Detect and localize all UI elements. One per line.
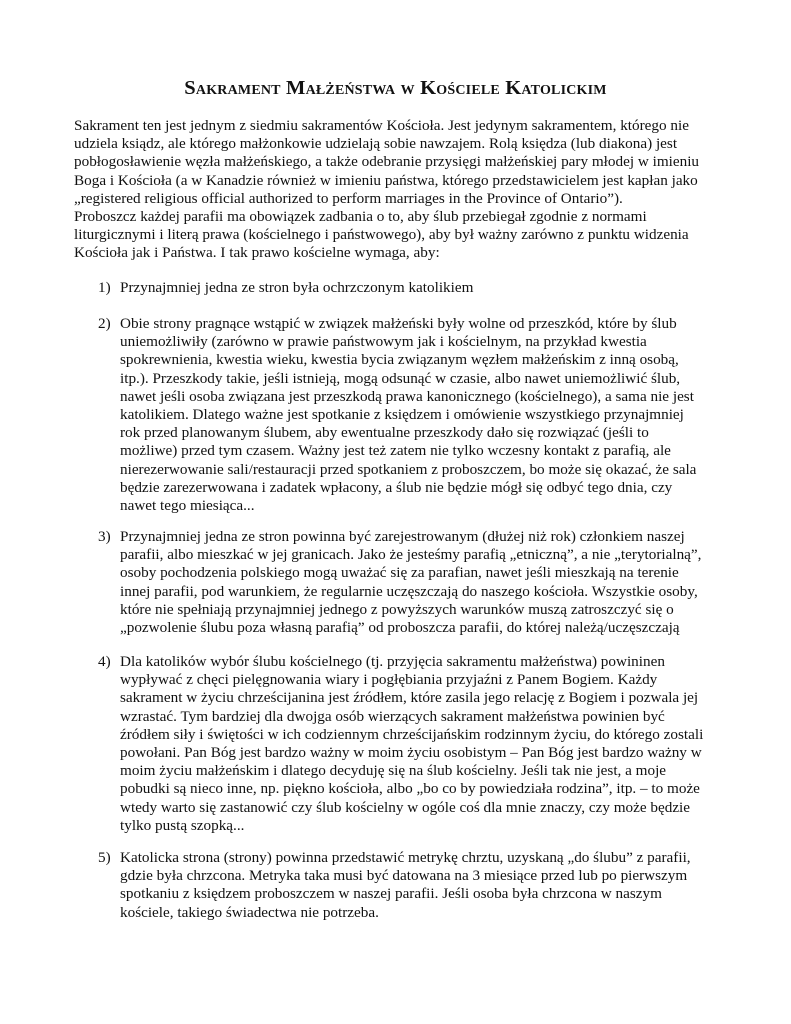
intro-line: liturgicznymi i literą prawa (kościelnego i państwowego), aby był ważny zarówno z punktu widzenia — [74, 226, 689, 244]
list-item-line: Dla katolików wybór ślubu kościelnego (tj. przyjęcia sakramentu małżeństwa) powininen — [120, 653, 665, 670]
list-item-line: nierezerwowanie sali/restauracji przed spotkaniem z proboszczem, bo może się okazać, że sala — [120, 460, 697, 478]
intro-line: „registered religious official authorized to perform marriages in the Province of Ontario”). — [74, 189, 623, 207]
list-item-line: moim życiu małżeńskim i dlatego decyduję się na ślub kościelny. Jeśli tak nie jest, a moje — [120, 762, 667, 780]
list-item-line: rok przed planowanym ślubem, aby ewentualne przeszkody dało się rozwiązać (jeśli to — [120, 424, 649, 442]
list-item-number: 5) — [98, 849, 111, 866]
list-item-line: sakrament w życiu chrześcijanina jest źródłem, które zasila jego relację z Bogiem i pozwala jej — [120, 689, 699, 707]
list-item-line: wtedy warto się zastanowić czy ślub kościelny w ogóle coś dla mnie znaczy, czy może będzie — [120, 798, 691, 816]
list-item-text — [120, 849, 718, 922]
page-title: Sakrament Małżeństwa w Kościele Katolickim — [184, 77, 607, 99]
list-item-line: pobudki są nieco inne, np. piękno kościoła, albo „bo co by powiedziała rodzina”, itp. – to może — [120, 780, 700, 798]
list-item-line: katolikiem. Dlatego ważne jest spotkanie z księdzem i omówienie wszystkiego przynajmniej — [120, 406, 684, 424]
list-item-text — [120, 528, 718, 637]
list-item-line: wypływać z chęci pielęgnowania wiary i pogłębiania przyjaźni z Panem Bogiem. Każdy — [120, 671, 658, 689]
intro-line: Sakrament ten jest jednym z siedmiu sakramentów Kościoła. Jest jedynym sakramentem, którego nie — [74, 117, 689, 134]
list-item-text — [120, 279, 718, 297]
intro-line: pobłogosławienie węzła małżeńskiego, a także odebranie przysięgi małżeńskiej pary młodej w imieniu — [74, 153, 700, 171]
list-item-number: 1) — [98, 279, 111, 296]
list-item-line: „pozwolenie ślubu poza własną parafią” od proboszcza parafii, do której należą/uczęszczają — [120, 619, 680, 637]
list-item-number: 2) — [98, 315, 111, 332]
intro-line: Proboszcz każdej parafii ma obowiązek zadbania o to, aby ślub przebiegał zgodnie z normami — [74, 208, 647, 226]
intro-line: Boga i Kościoła (a w Kanadzie również w imieniu państwa, którego przedstawicielem jest kapłan jako — [74, 171, 698, 189]
list-item-text — [120, 653, 718, 835]
list-item-line: które nie spełniają przynajmniej jednego z powyższych warunków muszą zatroszczyć się o — [120, 600, 674, 618]
list-item-line: nawet tego miesiąca... — [120, 497, 255, 515]
list-item-line: kościele, takiego świadectwa nie potrzeba. — [120, 903, 379, 921]
intro-line: udziela ksiądz, ale którego małżonkowie udzielają sobie nawzajem. Rolą księdza (lub diakona) jest — [74, 135, 678, 153]
list-item-line: Obie strony pragnące wstąpić w związek małżeński były wolne od przeszkód, które by ślub — [120, 315, 677, 332]
list-item-line: gdzie była chrzcona. Metryka taka musi być datowana na 3 miesiące przed lub po pierwszym — [120, 867, 688, 885]
list-item-text — [120, 315, 718, 515]
list-item-line: wzrastać. Tym bardziej dla dwojga osób wierzących sakrament małżeństwa powinien być — [120, 707, 665, 725]
intro-line: Kościoła jak i Państwa. I tak prawo kościelne wymaga, aby: — [74, 244, 440, 262]
list-item-line: powołani. Pan Bóg jest bardzo ważny w moim życiu osobistym – Pan Bóg jest bardzo ważny w — [120, 744, 702, 762]
list-item-line: nawet jeśli osoba związana jest przeszkodą prawa kanonicznego (kościelnego), a sama nie jest — [120, 387, 694, 405]
list-item-line: parafii, albo mieszkać w jej granicach. Jako że jesteśmy parafią „etniczną”, a nie „terytorialną”, — [120, 546, 702, 564]
list-item-line: źródłem siły i świętości w ich codziennym chrześcijańskim rodzinnym życiu, do którego zostali — [120, 725, 704, 743]
list-item-number: 4) — [98, 653, 111, 670]
list-item-line: osoby pochodzenia polskiego mogą uważać się za parafian, nawet jeśli mieszkają na terenie — [120, 564, 679, 582]
list-item-line: uniemożliwiły (zarówno w prawie państwowym jak i kościelnym, na przykład kwestia — [120, 333, 647, 351]
list-item-line: spokrewnienia, kwestia wieku, kwestia bycia związanym węzłem małżeńskim z inną osobą, — [120, 351, 679, 369]
list-item-line: innej parafii, pod warunkiem, że regularnie uczęszczają do naszego kościoła. Wszystkie osoby, — [120, 582, 698, 600]
list-item-line: Katolicka strona (strony) powinna przedstawić metrykę chrztu, uzyskaną „do ślubu” z parafii, — [120, 849, 691, 866]
list-item-line: będzie zarezerwowana i zadatek wpłacony, a ślub nie będzie mógł się odbyć tego dnia, czy — [120, 478, 673, 496]
list-item-line: możliwe) przed tym czasem. Ważny jest też zatem nie tylko wczesny kontakt z parafią, ale — [120, 442, 671, 460]
list-item-line: Przynajmniej jedna ze stron powinna być zarejestrowanym (dłużej niż rok) członkiem naszej — [120, 528, 685, 545]
intro-paragraph — [74, 117, 724, 263]
list-item-number: 3) — [98, 528, 111, 545]
list-item-line: itp.). Przeszkody takie, jeśli istnieją, mogą odsunąć w czasie, albo nawet uniemożliwić ślub, — [120, 369, 681, 387]
list-item-line: Przynajmniej jedna ze stron była ochrzczonym katolikiem — [120, 279, 474, 296]
list-item-line: tylko pustą szopką... — [120, 816, 245, 834]
list-item-line: spotkaniu z księdzem proboszczem w naszej parafii. Jeśli osoba była chrzcona w naszym — [120, 885, 662, 903]
